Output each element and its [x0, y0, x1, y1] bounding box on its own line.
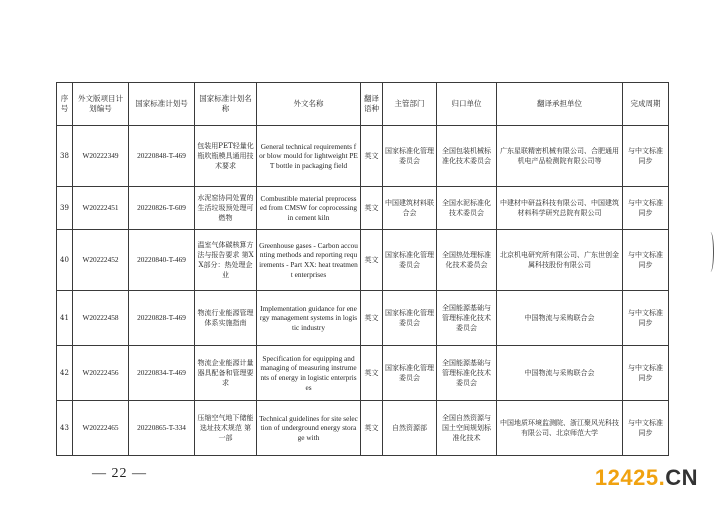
cell-dept: 中国建筑材料联合会: [383, 187, 437, 230]
cell-lang: 英文: [361, 401, 383, 456]
header-unit: 归口单位: [437, 83, 497, 126]
cell-en-no: W20222458: [73, 291, 129, 346]
cell-unit: 全国自然资源与国土空间规划标准化技术: [437, 401, 497, 456]
cell-seq: 43: [57, 401, 73, 456]
header-period: 完成周期: [623, 83, 669, 126]
cell-translator: 中国物流与采购联合会: [497, 291, 623, 346]
cell-plan-no: 20220826-T-609: [129, 187, 195, 230]
cell-seq: 42: [57, 346, 73, 401]
cell-seq: 40: [57, 230, 73, 291]
cell-cn-name: 水泥窑协同处置的生活垃圾预处理可燃物: [195, 187, 257, 230]
cell-translator: 北京机电研究所有限公司、广东世创金属科技股份有限公司: [497, 230, 623, 291]
standards-table-container: [56, 82, 668, 456]
header-en-project-no: 外文版项目计划编号: [73, 83, 129, 126]
cell-translator: 广东星联精密机械有限公司、合肥通用机电产品检测院有限公司等: [497, 126, 623, 187]
cell-translator: 中国地质环境监测院、浙江聚风光科技有限公司、北京师范大学: [497, 401, 623, 456]
header-translator: 翻译承担单位: [497, 83, 623, 126]
header-seq: 序号: [57, 83, 73, 126]
cell-period: 与中文标准同步: [623, 187, 669, 230]
cell-unit: 全国热处理标准化技术委员会: [437, 230, 497, 291]
cell-en-no: W20222452: [73, 230, 129, 291]
cell-lang: 英文: [361, 230, 383, 291]
cell-lang: 英文: [361, 126, 383, 187]
header-department: 主管部门: [383, 83, 437, 126]
table-row: [57, 126, 669, 187]
cell-en-no: W20222465: [73, 401, 129, 456]
cell-lang: 英文: [361, 187, 383, 230]
cell-period: 与中文标准同步: [623, 230, 669, 291]
cell-dept: 自然资源部: [383, 401, 437, 456]
table-row: [57, 187, 669, 230]
cell-en-name: Combustible material preprocessed from CMSW for coprocessing in cement kiln: [257, 187, 361, 230]
cell-translator: 中建材中研益科技有限公司、中国建筑材料科学研究总院有限公司: [497, 187, 623, 230]
standards-plan-table: [56, 82, 669, 456]
cell-plan-no: 20220840-T-469: [129, 230, 195, 291]
table-header-row: [57, 83, 669, 126]
cell-en-name: General technical requirements for blow mould for lightweight PET bottle in packaging field: [257, 126, 361, 187]
header-language: 翻译语种: [361, 83, 383, 126]
cell-translator: 中国物流与采购联合会: [497, 346, 623, 401]
cell-seq: 41: [57, 291, 73, 346]
cell-plan-no: 20220848-T-469: [129, 126, 195, 187]
header-national-name: 国家标准计划名称: [195, 83, 257, 126]
cell-en-no: W20222349: [73, 126, 129, 187]
cell-unit: 全国包装机械标准化技术委员会: [437, 126, 497, 187]
table-row: [57, 230, 669, 291]
cell-plan-no: 20220834-T-469: [129, 346, 195, 401]
cell-cn-name: 物流企业能源计量器具配备和管理要求: [195, 346, 257, 401]
cell-en-no: W20222456: [73, 346, 129, 401]
watermark-main: 12425.: [594, 465, 666, 490]
cell-en-name: Greenhouse gases - Carbon accounting methods and reporting requirements - Part XX: heat treatment enterprises: [257, 230, 361, 291]
cell-period: 与中文标准同步: [623, 291, 669, 346]
page-number: — 22 —: [92, 466, 147, 481]
table-row: [57, 346, 669, 401]
cell-unit: 全国能源基础与管理标准化技术委员会: [437, 291, 497, 346]
cell-period: 与中文标准同步: [623, 401, 669, 456]
cell-seq: 38: [57, 126, 73, 187]
cell-en-name: Implementation guidance for energy management systems in logistic industry: [257, 291, 361, 346]
watermark-suffix: CN: [665, 465, 698, 490]
cell-lang: 英文: [361, 346, 383, 401]
cell-en-name: Specification for equipping and managing of measuring instruments of energy in logistic enterprises: [257, 346, 361, 401]
cell-seq: 39: [57, 187, 73, 230]
cell-cn-name: 物流行业能源管理体系实施指南: [195, 291, 257, 346]
cell-plan-no: 20220865-T-334: [129, 401, 195, 456]
table-row: [57, 291, 669, 346]
cell-en-name: Technical guidelines for site selection of underground energy storage with: [257, 401, 361, 456]
cell-unit: 全国能源基础与管理标准化技术委员会: [437, 346, 497, 401]
cell-dept: 国家标准化管理委员会: [383, 291, 437, 346]
cell-dept: 国家标准化管理委员会: [383, 346, 437, 401]
cell-dept: 国家标准化管理委员会: [383, 230, 437, 291]
cell-plan-no: 20220828-T-469: [129, 291, 195, 346]
header-foreign-name: 外文名称: [257, 83, 361, 126]
cell-unit: 全国水泥标准化技术委员会: [437, 187, 497, 230]
cell-cn-name: 压缩空气地下储能选址技术规范 第一部: [195, 401, 257, 456]
cell-period: 与中文标准同步: [623, 126, 669, 187]
site-watermark: [595, 465, 698, 491]
cell-cn-name: 温室气体碳核算方法与报告要求 第XX部分：热处理企业: [195, 230, 257, 291]
cell-lang: 英文: [361, 291, 383, 346]
cell-cn-name: 包装用PET轻量化瓶吹瓶模具通用技术要求: [195, 126, 257, 187]
cell-en-no: W20222451: [73, 187, 129, 230]
binding-mark: [707, 232, 714, 272]
cell-period: 与中文标准同步: [623, 346, 669, 401]
cell-dept: 国家标准化管理委员会: [383, 126, 437, 187]
header-national-plan-no: 国家标准计划号: [129, 83, 195, 126]
table-row: [57, 401, 669, 456]
